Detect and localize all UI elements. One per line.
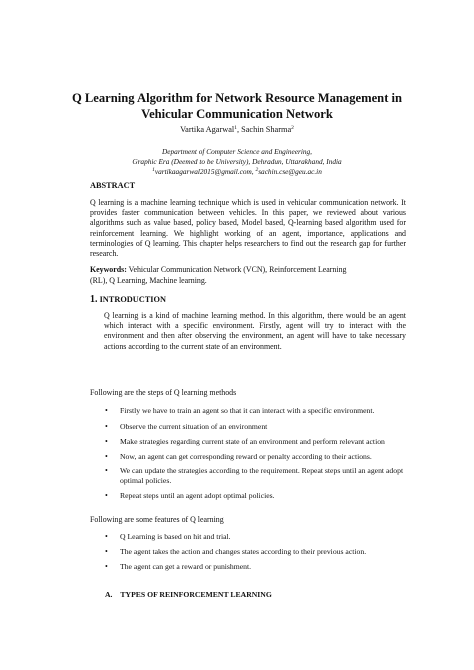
step-item: Repeat steps until an agent adopt optimal policies.: [120, 491, 275, 500]
intro-paragraph: [104, 311, 406, 352]
author-2-sup: 2: [291, 125, 294, 131]
step-item: Observe the current situation of an environment: [120, 422, 268, 431]
intro-line: environment and then after observing the environment, an agent will have to take necessary: [104, 331, 406, 341]
step-item-continuation: optimal policies.: [120, 476, 172, 485]
abstract-body: [90, 198, 406, 259]
author-1: Vartika Agarwal: [180, 125, 235, 134]
steps-intro: Following are the steps of Q learning methods: [90, 388, 237, 397]
step-item: Make strategies regarding current state of an environment and perform relevant action: [120, 437, 385, 446]
bullet-glyph: •: [105, 466, 108, 475]
bullet-glyph: •: [105, 437, 108, 446]
bullet-glyph: •: [105, 562, 108, 571]
subsection-label: A.: [105, 590, 113, 599]
step-item: We can update the strategies according to the requirement. Repeat steps until an agent adopt: [120, 466, 404, 475]
paper-title-line-2: Vehicular Communication Network: [141, 107, 333, 121]
keywords-text-1: Vehicular Communication Network (VCN), Reinforcement Learning: [126, 265, 347, 274]
author-separator: , Sachin Sharma: [236, 125, 292, 134]
keywords-line-1: [90, 265, 346, 275]
intro-line: actions according to the current state of an environment.: [104, 341, 282, 351]
abstract-line: terminologies of Q learning. This chapter helps researchers to find out the research gap for further: [90, 238, 406, 248]
intro-line: which interact with a specific environment. Firstly, agent will try to interact with the: [104, 321, 406, 331]
intro-line: Q learning is a kind of machine learning method. In this algorithm, there would be an agent: [104, 311, 406, 320]
keywords-label: Keywords:: [90, 265, 127, 274]
feature-item: Q Learning is based on hit and trial.: [120, 532, 231, 541]
abstract-line: reinforcement learning. We highlight working of an agent, importance, applications and: [90, 228, 406, 238]
bullet-glyph: •: [105, 547, 108, 556]
section-heading-introduction: [90, 294, 166, 305]
bullet-glyph: •: [105, 452, 108, 461]
bullet-glyph: •: [105, 532, 108, 541]
abstract-heading: ABSTRACT: [90, 181, 136, 190]
email-sup-1: 1: [152, 167, 155, 173]
keywords-line-2: (RL), Q Learning, Machine learning.: [90, 276, 207, 285]
step-item: Now, an agent can get corresponding reward or penalty according to their actions.: [120, 452, 372, 461]
abstract-line: research.: [90, 249, 119, 259]
email-2: sachin.cse@geu.ac.in: [258, 167, 322, 176]
author-line: [0, 124, 474, 135]
email-sup-2: 2: [255, 167, 259, 173]
email-1: vartikaagarwal2015@gmail.com,: [154, 167, 256, 176]
bullet-glyph: •: [105, 491, 108, 500]
subsection-heading: [105, 590, 272, 599]
section-title: INTRODUCTION: [99, 295, 166, 304]
features-intro: Following are some features of Q learning: [90, 515, 224, 524]
abstract-line: algorithms such as value based, policy based, Model based, Q-learning based algorithm used for: [90, 218, 406, 228]
affiliation-line-1: Department of Computer Science and Engineering,: [162, 147, 312, 156]
abstract-line: provides faster communication between vehicles. In this paper, we reviewed about various: [90, 208, 406, 218]
abstract-line: Q learning is a machine learning technique which is used in vehicular communication network. It: [90, 198, 406, 207]
bullet-glyph: •: [105, 406, 108, 415]
author-1-sup: 1: [234, 125, 237, 131]
paper-title-line-1: Q Learning Algorithm for Network Resource Management in: [71, 91, 403, 105]
subsection-title: TYPES OF REINFORCEMENT LEARNING: [120, 590, 272, 599]
step-item: Firstly we have to train an agent so that it can interact with a specific environment.: [120, 406, 375, 415]
emails: [0, 167, 474, 177]
feature-item: The agent takes the action and changes states according to their previous action.: [120, 547, 367, 556]
section-number: 1.: [90, 294, 98, 305]
affiliation-line-2: Graphic Era (Deemed to be University), Dehradun, Uttarakhand, India: [132, 157, 342, 166]
affiliation: [0, 147, 474, 177]
bullet-glyph: •: [105, 422, 108, 431]
feature-item: The agent can get a reward or punishment.: [120, 562, 252, 571]
